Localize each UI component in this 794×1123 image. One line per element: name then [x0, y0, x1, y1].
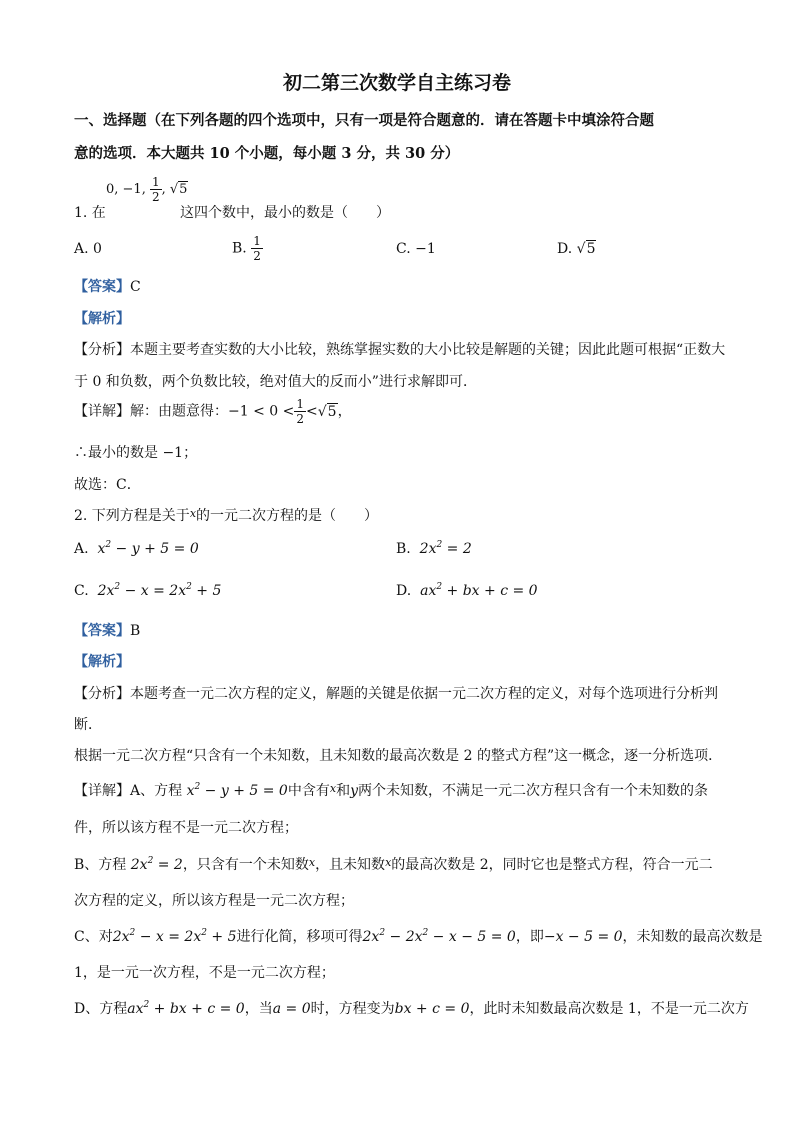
q2-answer: [74, 620, 140, 640]
q2-answer-value: B: [130, 623, 141, 639]
q2-detd-2: ，当: [244, 1001, 273, 1017]
q1-detail-label: 【详解】: [74, 403, 130, 420]
q2-optb-label: B.: [396, 541, 411, 557]
q1-stem-tail: 这四个数中，最小的数是（ ）: [180, 205, 390, 221]
q2-detd-1: D、方程: [74, 1001, 128, 1017]
q2-stem: [74, 505, 378, 525]
q1-detail-frac: [294, 398, 306, 425]
section-heading-line2: 意的选项．本大题共 10 个小题，每小题 3 分，共 30 分）: [74, 145, 460, 162]
q2-detail-b-line1: [74, 854, 713, 874]
q2-stem-tail: 的一元二次方程的是（ ）: [196, 508, 379, 524]
q2-option-b: [396, 541, 472, 557]
q2-detail-c-line1: [74, 926, 763, 946]
q2-detd-4: ，此时未知数最高次数是 1，不是一元二次方: [469, 1001, 749, 1017]
q1-number-list: [106, 176, 188, 203]
q2-detc-4: ，未知数的最高次数是: [622, 929, 763, 945]
q2-detail-d-line1: [74, 998, 749, 1018]
q2-detd-eq3: bx + c = 0: [394, 1001, 470, 1017]
q2-fenxi-line2: 断．: [74, 717, 102, 733]
q1-detail-pre: 解：由题意得：−1 < 0 <: [130, 403, 295, 420]
q1-detail-den: 2: [296, 412, 304, 426]
q1-fraction: [150, 176, 162, 203]
q2-option-a: [74, 541, 199, 557]
q1-fenxi-line1: [74, 339, 725, 359]
q1-optd-label: D.: [557, 241, 573, 257]
q2-detc-3: ，即: [515, 929, 544, 945]
q2-detail-c-line2: 1，是一元一次方程，不是一元二次方程；: [74, 965, 335, 981]
q1-fenxi-line2: 于 0 和负数，两个负数比较，绝对值大的反而小”进行求解即可．: [74, 374, 477, 390]
q2-option-c: [74, 583, 221, 599]
page-title: 初二第三次数学自主练习卷: [282, 72, 511, 94]
q1-sqrt: √5: [169, 182, 188, 197]
q1-optd-val: 5: [586, 241, 596, 257]
q2-detc-eq1: $2x^2 - x = 2x^2 + 5$: [112, 928, 237, 945]
q1-fenxi-text1: 本题主要考查实数的大小比较，熟练掌握实数的大小比较是解题的关键；因此此题可根据“正数大: [130, 342, 726, 358]
q1-detail-mid: <: [306, 403, 318, 420]
q2-detb-3: ，且未知数: [315, 857, 386, 873]
q1-optb-label: B.: [232, 240, 247, 257]
q2-detb-2: ，只含有一个未知数: [182, 857, 309, 873]
q1-answer: [74, 276, 141, 296]
q2-detail-label: 【详解】: [74, 783, 130, 799]
q2-detb-x1: x: [308, 856, 316, 869]
q1-frac-num: 1: [151, 175, 160, 189]
q2-optc-label: C.: [74, 583, 89, 599]
q2-optd-label: D.: [396, 583, 412, 599]
q1-sep: ,: [161, 182, 170, 197]
q1-optd-sqrt: √5: [576, 241, 596, 257]
q2-detc-eq2: $2x^2 - 2x^2 - x - 5 = 0$: [362, 928, 516, 945]
q2-detb-eq: $2x^2 = 2$: [130, 856, 183, 873]
q1-option-a: A. 0: [74, 241, 102, 257]
q2-analysis-label: 【解析】: [74, 654, 130, 670]
q2-stem-text: 2. 下列方程是关于: [74, 508, 190, 524]
q2-deta-2: 中含有: [287, 783, 330, 799]
q2-optc-eq: $2x^2 - x = 2x^2 + 5$: [97, 582, 222, 599]
q2-concept: 根据一元二次方程“只含有一个未知数，且未知数的最高次数是 2 的整式方程”这一概念，逐一分析选项．: [74, 748, 723, 764]
q2-detd-eq1: $ax^2$ + bx + c = 0: [127, 1000, 245, 1017]
section-heading-line1: 一、选择题（在下列各题的四个选项中，只有一项是符合题意的．请在答题卡中填涂符合题: [74, 112, 654, 129]
q2-deta-y: y: [350, 783, 358, 799]
q1-detail-end: ，: [337, 403, 352, 420]
q1-analysis-label: 【解析】: [74, 311, 130, 327]
q1-option-b: [232, 235, 263, 262]
q2-detd-3: 时，方程变为: [310, 1001, 395, 1017]
q2-fenxi-line1: [74, 683, 718, 703]
q1-option-d: [557, 241, 596, 257]
q2-detail-a-line1: [74, 780, 708, 800]
q2-detd-eq2: a = 0: [272, 1001, 311, 1017]
q2-detc-eq3: −x − 5 = 0: [543, 929, 623, 945]
q2-fenxi-label: 【分析】: [74, 686, 130, 702]
q2-deta-x: x: [329, 782, 337, 795]
q1-optb-frac: [251, 235, 263, 262]
q2-deta-eq: $x^2 - y + 5 = 0$: [186, 782, 288, 799]
q1-optb-num: 1: [253, 234, 261, 248]
q1-detail-num: 1: [296, 397, 304, 411]
q1-min-line: ∴最小的数是 −1；: [74, 445, 198, 461]
q2-detb-x2: x: [385, 856, 392, 869]
q1-detail: [74, 398, 352, 425]
q1-option-c: C. −1: [396, 241, 436, 257]
q2-opta-label: A.: [74, 541, 89, 557]
q2-detc-1: C、对: [74, 929, 113, 945]
q2-deta-1: A、方程: [130, 783, 183, 799]
q2-deta-4: 两个未知数，不满足一元二次方程只含有一个未知数的条: [357, 783, 708, 799]
q2-stem-var: x: [189, 507, 197, 520]
q2-optd-eq: $ax^2$ + bx + c = 0: [420, 582, 538, 599]
q1-answer-value: C: [130, 279, 141, 295]
q2-fenxi-text1: 本题考查一元二次方程的定义，解题的关键是依据一元二次方程的定义，对每个选项进行分析判: [130, 686, 718, 702]
q2-detb-1: B、方程: [74, 857, 127, 873]
q2-optb-eq: $2x^2 = 2$: [419, 540, 472, 557]
q1-choose-line: 故选：C．: [74, 477, 141, 493]
q2-opta-eq: $x^2 - y + 5 = 0$: [97, 540, 199, 557]
q2-detb-4: 的最高次数是 2，同时它也是整式方程，符合一元二: [391, 857, 713, 873]
q1-nums: 0, −1,: [106, 182, 150, 197]
q1-frac-den: 2: [151, 190, 160, 204]
q1-answer-label: 【答案】: [74, 279, 130, 295]
q2-deta-3: 和: [336, 783, 351, 799]
q1-fenxi-label: 【分析】: [74, 342, 130, 358]
q1-sqrt-val: 5: [179, 182, 188, 197]
q2-detc-2: 进行化简，移项可得: [236, 929, 363, 945]
q2-detail-b-line2: 次方程的定义，所以该方程是一元二次方程；: [74, 893, 354, 909]
q1-lead: 1. 在: [74, 205, 106, 221]
q2-answer-label: 【答案】: [74, 623, 130, 639]
q2-option-d: [396, 583, 538, 599]
q1-optb-den: 2: [253, 249, 261, 263]
q2-detail-a-line2: 件，所以该方程不是一元二次方程；: [74, 820, 298, 836]
q1-detail-sqrt: √5: [317, 403, 337, 420]
q1-detail-sqrt-val: 5: [327, 403, 337, 420]
